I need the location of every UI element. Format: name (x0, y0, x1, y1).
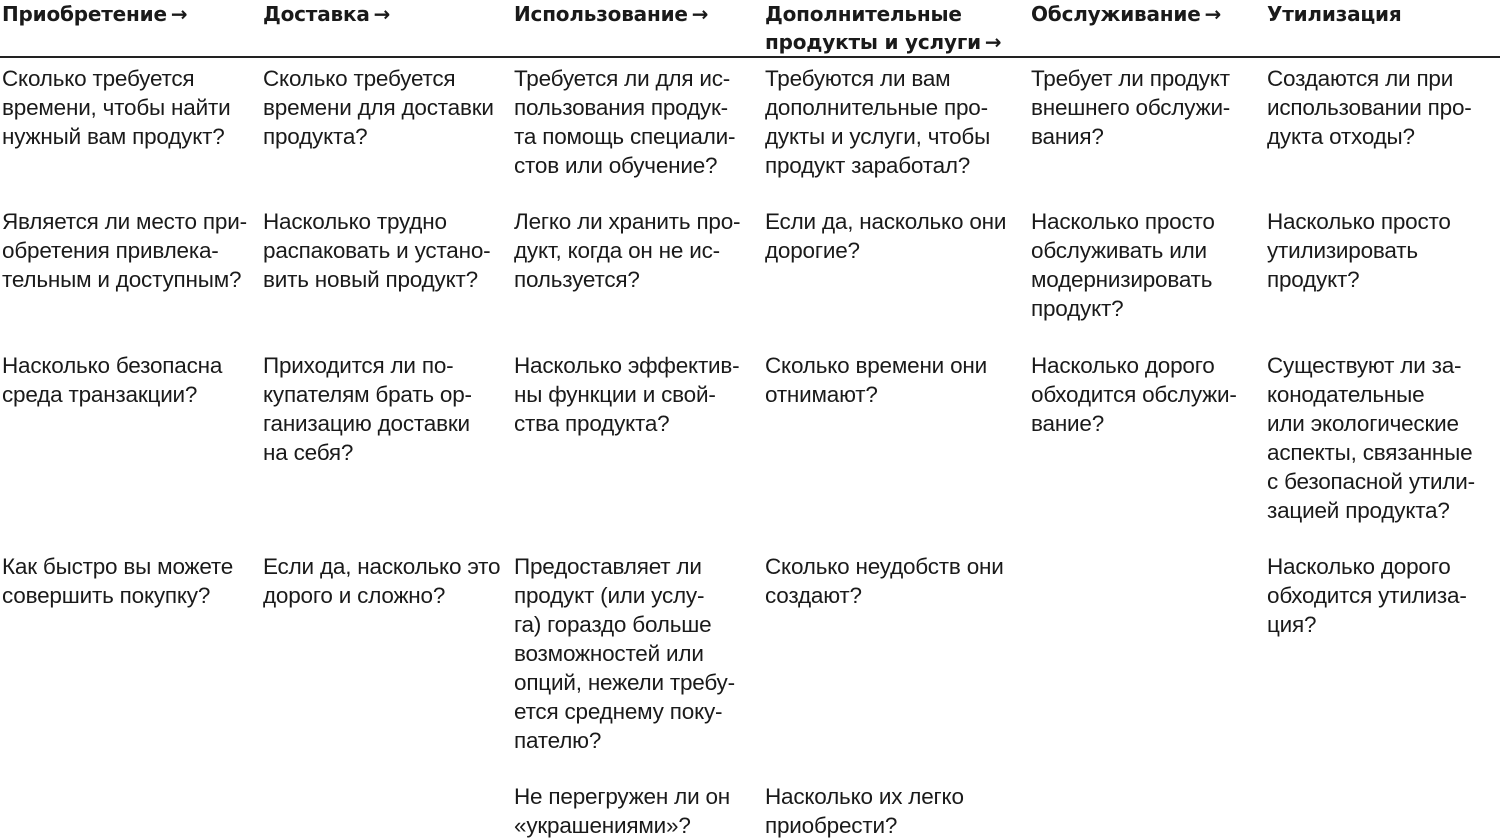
column-header-usage: Использование → (514, 2, 709, 26)
question-cell: Насколько просто обслуживать или модернизировать продукт? (1031, 209, 1215, 321)
question-cell: Насколько дорого обходится утилиза- ция? (1267, 554, 1467, 637)
question-cell: Легко ли хранить про- дукт, когда он не ис- пользуется? (514, 209, 741, 292)
question-cell: Сколько требуется времени для доставки продукта? (263, 66, 494, 149)
question-cell: Насколько просто утилизировать продукт? (1267, 209, 1451, 292)
column-header-complements-text: Дополнительные продукты и услуги (765, 2, 981, 54)
column-header-complements (765, 0, 1001, 56)
question-cell: Приходится ли по- купателям брать ор- ганизацию доставки на себя? (263, 353, 472, 465)
question-cell: Сколько неудобств они создают? (765, 554, 1004, 608)
question-cell: Если да, насколько они дорогие? (765, 209, 1007, 263)
question-cell: Если да, насколько это дорого и сложно? (263, 554, 501, 608)
question-cell: Как быстро вы можете совершить покупку? (2, 554, 234, 608)
question-cell: Сколько времени они отнимают? (765, 353, 987, 407)
arrow-right-icon: → (1204, 2, 1222, 26)
question-cell: Насколько безопасна среда транзакции? (2, 353, 223, 407)
question-cell: Является ли место при- обретения привлека- тельным и доступным? (2, 209, 247, 292)
arrow-right-icon: → (373, 2, 391, 26)
question-cell: Предоставляет ли продукт (или услу- га) гораздо больше возможностей или опций, нежели требу- ется среднему поку- пателю? (514, 554, 735, 753)
column-header-disposal: Утилизация (1267, 2, 1402, 26)
column-header-maintenance: Обслуживание → (1031, 2, 1222, 26)
question-cell: Насколько их легко приобрести? (765, 784, 964, 838)
column-header-delivery: Доставка → (263, 2, 391, 26)
arrow-right-icon: → (984, 30, 1002, 54)
column-header-acquisition: Приобретение → (2, 2, 188, 26)
question-cell: Насколько дорого обходится обслужи- вание? (1031, 353, 1237, 436)
question-cell: Требуются ли вам дополнительные про- дукты и услуги, чтобы продукт заработал? (765, 66, 991, 178)
question-cell: Сколько требуется времени, чтобы найти нужный вам продукт? (2, 66, 231, 149)
question-cell: Создаются ли при использовании про- дукта отходы? (1267, 66, 1472, 149)
question-cell: Не перегружен ли он «украшениями»? (514, 784, 731, 838)
question-cell: Требуется ли для ис- пользования продук- та помощь специали- стов или обучение? (514, 66, 736, 178)
header-divider (0, 56, 1500, 58)
question-cell: Насколько трудно распаковать и устано- вить новый продукт? (263, 209, 491, 292)
question-cell: Существуют ли за- конодательные или экологические аспекты, связанные с безопасной утили- зацией продукта? (1267, 353, 1475, 523)
question-cell: Насколько эффектив- ны функции и свой- ства продукта? (514, 353, 740, 436)
question-cell: Требует ли продукт внешнего обслужи- вания? (1031, 66, 1231, 149)
arrow-right-icon: → (691, 2, 709, 26)
arrow-right-icon: → (170, 2, 188, 26)
